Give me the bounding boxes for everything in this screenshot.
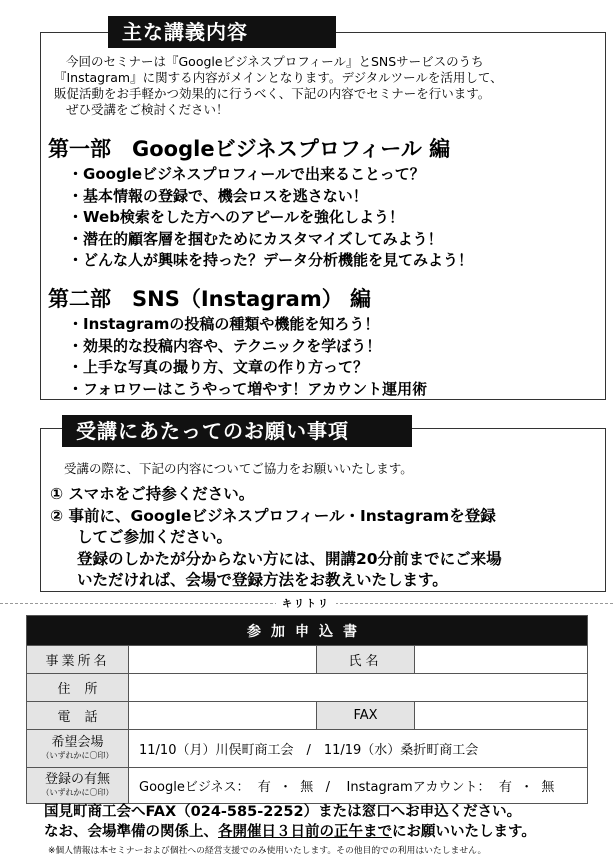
address-label: 住所 <box>27 674 129 702</box>
person-name-field[interactable] <box>415 646 588 674</box>
footer-line2 <box>44 822 536 842</box>
part2-heading: 第二部 SNS（Instagram） 編 <box>48 287 372 311</box>
intro-line: ぜひ受講をご検討ください！ <box>66 102 229 117</box>
address-field[interactable] <box>129 674 588 702</box>
registration-options[interactable]: Googleビジネス： 有 ・ 無 / Instagramアカウント： 有 ・ 無 <box>129 768 588 804</box>
request-item: ① スマホをご持参ください。 <box>50 485 255 503</box>
intro-line: 今回のセミナーは『Googleビジネスプロフィール』とSNSサービスのうち <box>66 54 484 69</box>
person-name-label: 氏名 <box>317 646 415 674</box>
list-item: ・ Instagramの投稿の種類や機能を知ろう！ <box>68 314 427 336</box>
form-title: 参加申込書 <box>27 616 588 646</box>
venue-options[interactable]: 11/10（月）川俣町商工会 / 11/19（水）桑折町商工会 <box>129 730 588 768</box>
lecture-intro <box>54 54 602 118</box>
list-item: ・ 効果的な投稿内容や、テクニックを学ぼう！ <box>68 336 427 358</box>
footer-instructions <box>44 802 536 842</box>
footer-line2-post: にお願いいたします。 <box>392 824 536 840</box>
request-item: ② 事前に、Googleビジネスプロフィール・Instagramを登録 <box>50 506 496 525</box>
lecture-content-title: 主な講義内容 <box>108 16 336 48</box>
list-item: ・ Googleビジネスプロフィールで出来ることって？ <box>68 164 473 186</box>
venue-sub-label: （いずれかに〇印） <box>41 750 114 760</box>
office-name-label: 事業所名 <box>27 646 129 674</box>
phone-label: 電話 <box>27 702 129 730</box>
intro-line: 販促活動をお手軽かつ効果的に行うべく、下記の内容でセミナーを行います。 <box>54 86 491 101</box>
deadline-text: 各開催日３日前の正午まで <box>218 824 392 840</box>
privacy-note: ※個人情報は本セミナーおよび個社への経営支援でのみ使用いたします。その他目的での利用はいたしません。 <box>48 846 487 856</box>
registration-label-cell <box>27 768 129 804</box>
part2-list <box>68 314 427 400</box>
venue-label: 希望会場 <box>51 734 104 750</box>
fax-field[interactable] <box>415 702 588 730</box>
registration-label: 登録の有無 <box>44 771 110 787</box>
list-item: ・ 潜在的顧客層を掴むためにカスタマイズしてみよう！ <box>68 229 473 251</box>
list-item: ・ Web検索をした方へのアピールを強化しよう！ <box>68 207 473 229</box>
request-item: 登録のしかたが分からない方には、開講20分前までにご来場 <box>77 549 502 568</box>
requests-list <box>50 484 502 592</box>
cut-label: キリトリ <box>276 595 336 610</box>
fax-label: FAX <box>317 702 415 730</box>
requests-title: 受講にあたってのお願い事項 <box>62 415 412 447</box>
office-name-field[interactable] <box>129 646 317 674</box>
request-item: してご参加ください。 <box>77 528 233 546</box>
registration-sub-label: （いずれかに〇印） <box>41 787 114 797</box>
phone-field[interactable] <box>129 702 317 730</box>
list-item: ・ どんな人が興味を持った？データ分析機能を見てみよう！ <box>68 250 473 272</box>
part1-list <box>68 164 473 272</box>
request-item: いただければ、会場で登録方法をお教えいたします。 <box>77 571 448 589</box>
list-item: ・ 基本情報の登録で、機会ロスを逃さない！ <box>68 186 473 208</box>
intro-line: 『Instagram』に関する内容がメインとなります。デジタルツールを活用して、 <box>54 70 503 85</box>
part1-heading: 第一部 Googleビジネスプロフィール 編 <box>48 137 451 161</box>
footer-line2-pre: なお、会場準備の関係上、 <box>44 824 218 840</box>
footer-line1: 国見町商工会へFAX（024-585-2252）または窓口へお申込ください。 <box>44 804 522 820</box>
venue-label-cell <box>27 730 129 768</box>
requests-intro: 受講の際に、下記の内容についてご協力をお願いいたします。 <box>64 461 413 476</box>
list-item: ・ フォロワーはこうやって増やす！アカウント運用術 <box>68 379 427 401</box>
list-item: ・ 上手な写真の撮り方、文章の作り方って？ <box>68 357 427 379</box>
application-form <box>26 615 588 804</box>
